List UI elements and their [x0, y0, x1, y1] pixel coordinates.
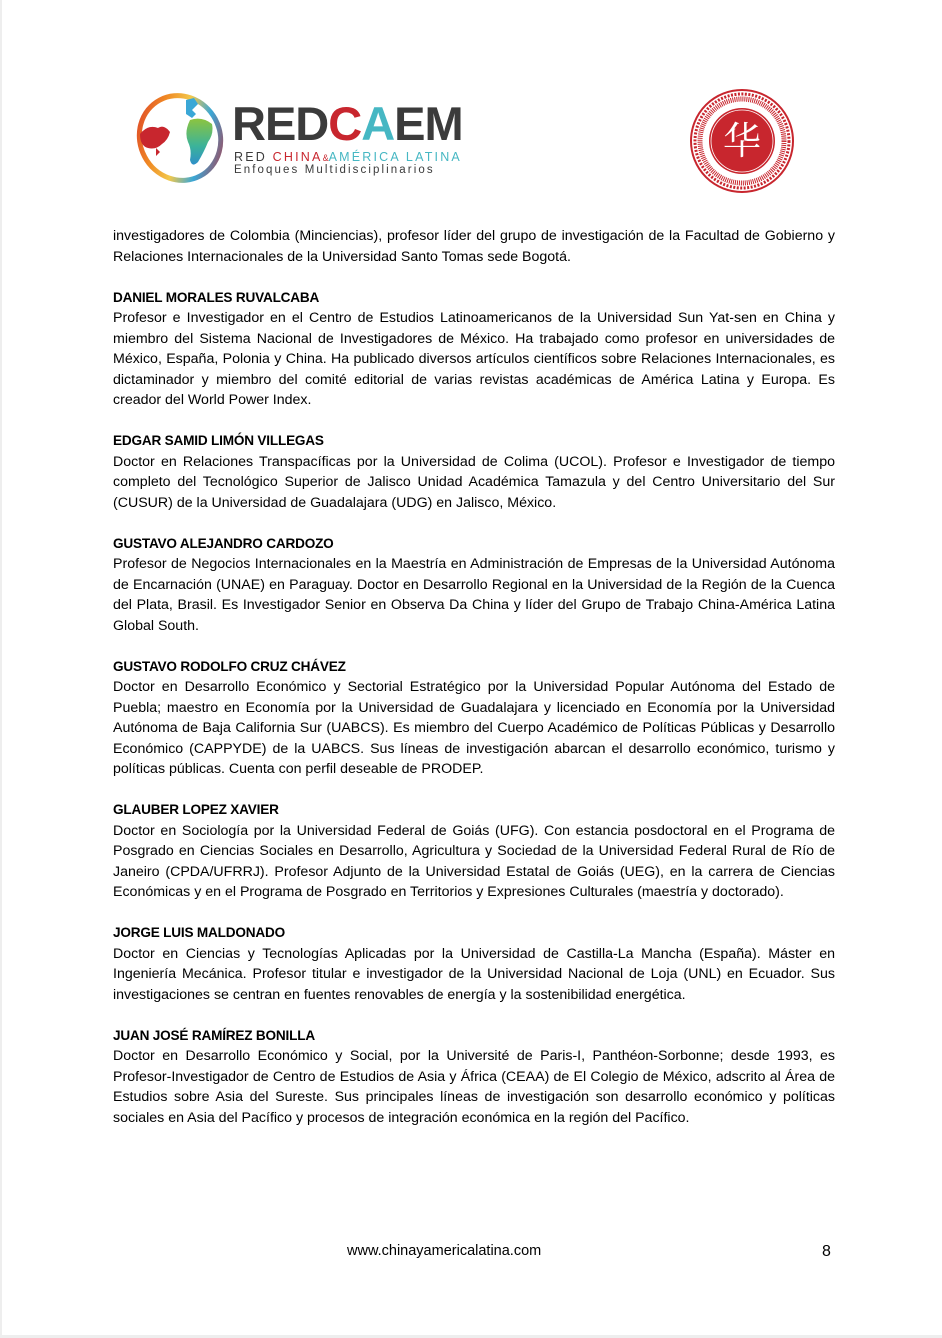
- page-number: 8: [822, 1243, 831, 1260]
- logo-wordmark-part: C: [328, 97, 362, 150]
- intro-paragraph: investigadores de Colombia (Minciencias), profesor líder del grupo de investigación de la Facultad de Gobierno y Relaciones Internacionales de la Universidad Santo Tomas sede Bogotá.: [113, 228, 835, 265]
- bio-name: JORGE LUIS MALDONADO: [113, 925, 285, 940]
- seal-glyph: 华: [722, 119, 762, 163]
- bio-text: Doctor en Desarrollo Económico y Sectorial Estratégico por la Universidad Popular Autónoma del Estado de Puebla; maestro en Economía por la Universidad de Guadalajara y licenciado en Economía por la Universidad Autónoma de Baja California Sur (UABCS). Es miembro del Cuerpo Académico de Políticas Públicas y Desarrollo Económico (CAPPYDE) de la UABCS. Sus líneas de investigación abarcan el desarrollo económico, turismo y políticas públicas. Cuenta con perfil deseable de PRODEP.: [113, 679, 835, 777]
- logo-wordmark-part: EM: [394, 97, 463, 150]
- bio-name: GUSTAVO ALEJANDRO CARDOZO: [113, 535, 334, 551]
- bio-entry: [113, 431, 835, 513]
- bio-text: Profesor de Negocios Internacionales en la Maestría en Administración de Empresas de la Universidad Autónoma de Encarnación (UNAE) en Paraguay. Doctor en Desarrollo Regional en la Universidad de la Región de la Cuenca del Plata, Brasil. Es Investigador Senior en Observa Da China y líder del Grupo de Trabajo China-América Latina Global South.: [113, 556, 835, 634]
- logo-subtitle: [234, 150, 462, 165]
- logo-subtitle-part: AMÉRICA LATINA: [328, 150, 462, 164]
- logo-subtitle-part: RED: [234, 150, 273, 164]
- bio-entry: [113, 1026, 835, 1129]
- bio-name: JUAN JOSÉ RAMÍREZ BONILLA: [113, 1027, 315, 1043]
- bio-entry: [113, 657, 835, 780]
- logo-subtitle-part: CHINA: [272, 150, 323, 164]
- bio-entry: [113, 923, 835, 1005]
- logo-tagline: Enfoques Multidisciplinarios: [234, 164, 435, 176]
- logo-wordmark-part: A: [361, 97, 395, 150]
- bio-text: Doctor en Sociología por la Universidad Federal de Goiás (UFG). Con estancia posdoctoral en el Programa de Posgrado en Ciencias Sociales en Desarrollo, Agricultura y Sociedad de la Universidad Federal Rural de Río de Janeiro (CPDA/UFRRJ). Profesor Adjunto de la Universidad Estatal de Goiás (UEG), en la carrera de Ciencias Económicas y en el Programa de Posgrado en Territorios y Expresiones Culturales (maestría y doctorado).: [113, 822, 835, 900]
- bio-entry: [113, 800, 835, 903]
- bio-text: Doctor en Relaciones Transpacíficas por la Universidad de Colima (UCOL). Profesor e Investigador de tiempo completo del Tecnológico Superior de Jalisco Unidad Académica Tamazula y del Centro Universitario del Sur (CUSUR) de la Universidad de Guadalajara (UDG) en Jalisco, México.: [113, 453, 835, 511]
- bio-name: GLAUBER LOPEZ XAVIER: [113, 802, 279, 817]
- bio-entry: [113, 288, 835, 411]
- bio-entry: [113, 534, 835, 637]
- logo-wordmark-part: RED: [232, 97, 329, 150]
- page-edge: [0, 0, 2, 1338]
- footer-website-link[interactable]: www.chinayamericalatina.com: [347, 1243, 542, 1259]
- bio-name: DANIEL MORALES RUVALCABA: [113, 289, 320, 305]
- research-group-seal: [689, 88, 795, 194]
- bio-text: Profesor e Investigador en el Centro de Estudios Latinoamericanos de la Universidad Sun Yat-sen en China y miembro del Sistema Nacional de Investigadores de México. Ha trabajado como profesor en universidades de México, España, Polonia y China. Ha publicado diversos artículos científicos sobre Relaciones Internacionales, es dictaminador y miembro del comité editorial de varias revistas académicas de América Latina y Europa. Es creador del World Power Index.: [113, 310, 835, 408]
- bio-text: Doctor en Desarrollo Económico y Social, por la Université de Paris-I, Panthéon-Sorbonne; desde 1993, es Profesor-Investigador de Centro de Estudios de Asia y África (CEAA) de El Colegio de México, adscrito al Área de Estudios sobre Asia del Sureste. Sus principales líneas de investigación son desarrollo económico y políticas sociales en Asia del Pacífico y procesos de integración económica en la región del Pacífico.: [113, 1048, 835, 1126]
- bio-text: Doctor en Ciencias y Tecnologías Aplicadas por la Universidad de Castilla-La Mancha (España). Máster en Ingeniería Mecánica. Profesor titular e investigador de la Universidad Nacional de Loja (UNL) en Ecuador. Sus investigaciones se centran en fuentes renovables de energía y la sostenibilidad energética.: [113, 945, 835, 1003]
- bio-name: EDGAR SAMID LIMÓN VILLEGAS: [113, 433, 324, 448]
- bio-name: GUSTAVO RODOLFO CRUZ CHÁVEZ: [113, 658, 346, 674]
- logo-wordmark: [232, 97, 463, 150]
- document-body: [113, 226, 835, 1149]
- globe-icon: [134, 88, 226, 184]
- redcaem-logo: [134, 84, 469, 188]
- logo-subtitle-part: &: [322, 153, 329, 163]
